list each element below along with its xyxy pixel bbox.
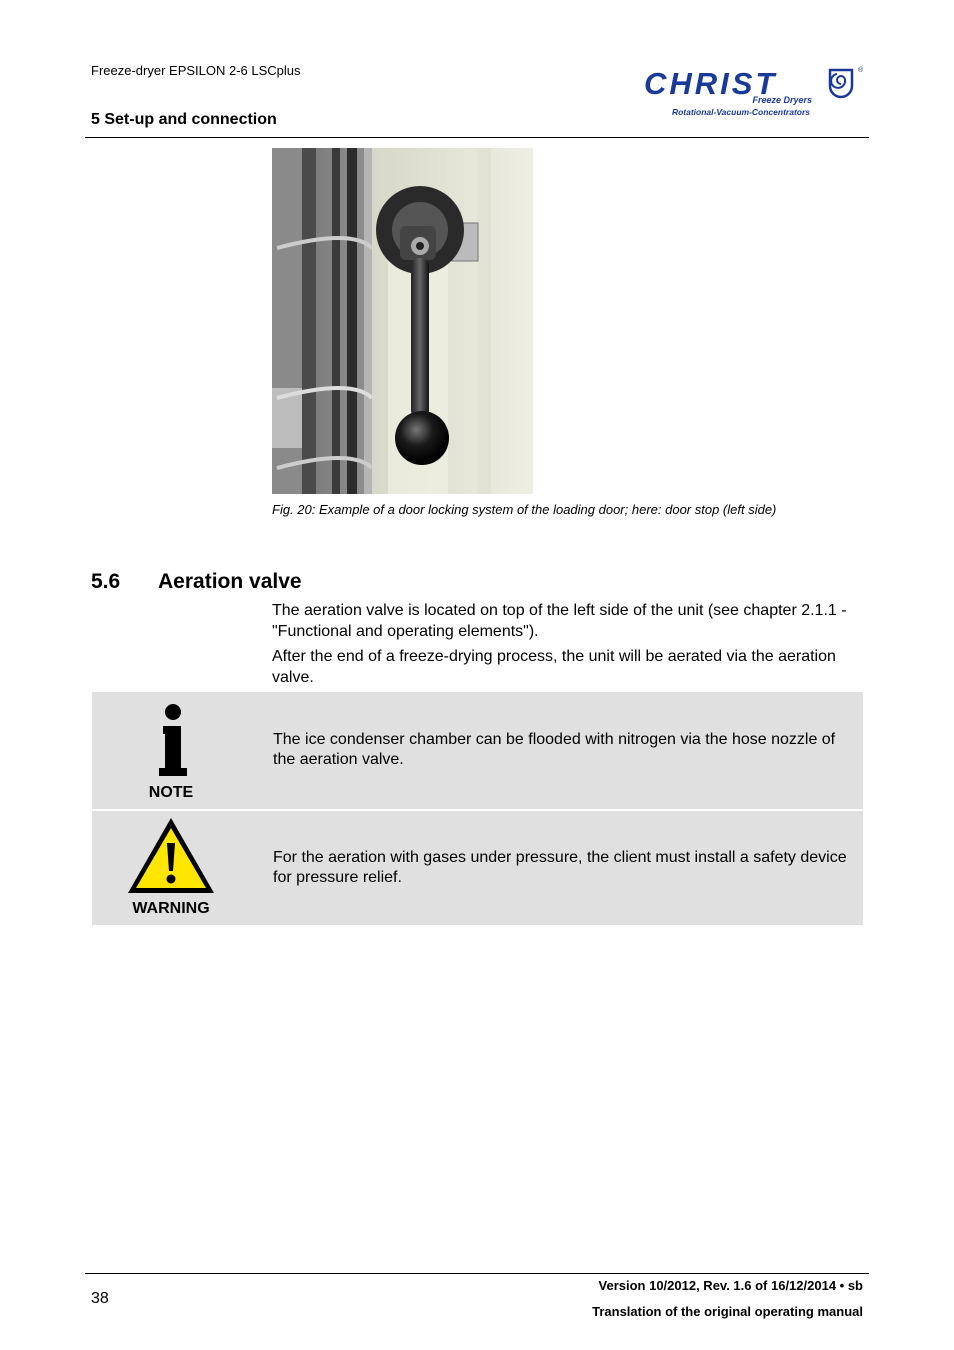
translation-note: Translation of the original operating manual [592,1304,863,1319]
warning-box [92,811,863,925]
footer-divider [85,1273,869,1274]
paragraph: After the end of a freeze-drying process, the unit will be aerated via the aeration valve. [272,648,836,686]
page-number: 38 [91,1290,109,1307]
note-label: NOTE [148,784,194,801]
version-info: Version 10/2012, Rev. 1.6 of 16/12/2014 • sb [598,1278,863,1293]
header-divider [85,137,869,138]
logo-brand: CHRIST [644,66,778,101]
spiral-icon [830,70,852,97]
paragraph: The aeration valve is located on top of the left side of the unit (see chapter 2.1.1 - "Functional and operating elements"). [272,602,847,640]
note-text: The ice condenser chamber can be flooded with nitrogen via the hose nozzle of the aeration valve. [273,731,836,768]
document-title: Freeze-dryer EPSILON 2-6 LSCplus [91,63,301,78]
info-icon [126,702,216,778]
christ-logo [640,62,866,120]
logo-line-2: Rotational-Vacuum-Concentrators [671,107,810,117]
registered-mark: ® [858,67,864,74]
note-box [92,692,863,809]
door-lock-photo [272,148,533,494]
warning-label: WARNING [132,900,210,917]
chapter-title: 5 Set-up and connection [91,111,277,128]
logo-line-1: Freeze Dryers [752,95,812,105]
section-title: Aeration valve [158,570,302,593]
christ-logo-graphic [640,62,866,120]
figure-caption: Fig. 20: Example of a door locking system of the loading door; here: door stop (left side) [272,502,777,517]
warning-text: For the aeration with gases under pressure, the client must install a safety device for pressure relief. [273,849,847,886]
warning-triangle-icon [126,815,216,895]
section-number: 5.6 [91,570,121,593]
